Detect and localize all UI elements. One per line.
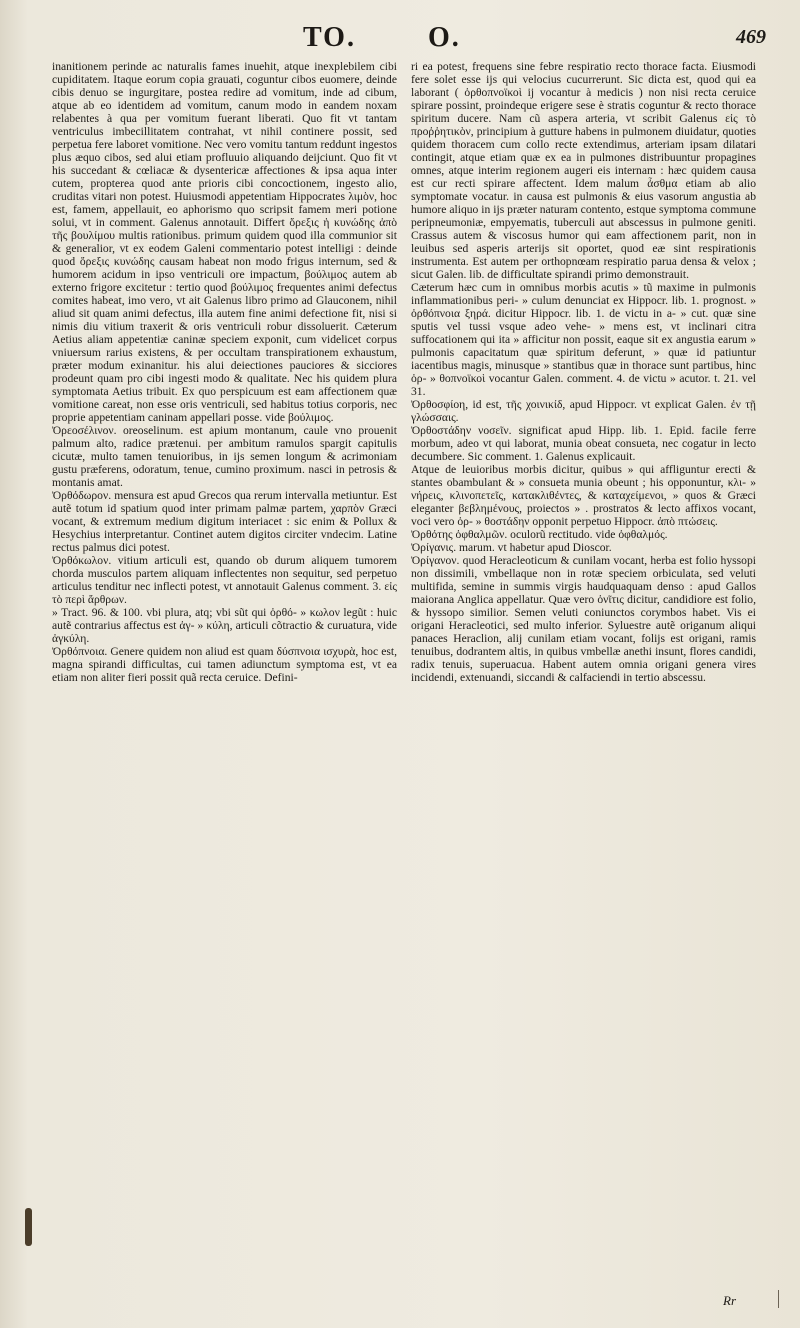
entry-orthostaden: Ὀρθοστάδην νοσεῖν. significat apud Hipp. lib. 1. Epid. facile ferre morbum, adeo vt qui laborat, munia obeat consueta, nec cogatur in lecto decumbere. Sic comment. 1. Galenus explicauit. [411,424,756,463]
left-column [52,60,397,684]
entry-orthotes: Ὀρθότης ὀφθαλμῶν. oculorũ rectitudo. vide ὀφθαλμός. [411,528,668,541]
entry-paragraph: ri ea potest, frequens sine febre respiratio recto thorace facta. Eiusmodi fere solet esse ijs qui velocius cucurrerunt. Sic dicta est, quod qui ea laborant ( ὀρθοπνοϊκοὶ ij vocantur à medicis ) non nisi recta ceruice spirare possint, proindeque erigere sese è stratis coguntur & recto thorace spiritum ducere. Nam cũ aspera arteria, vt scribit Galenus εἰς τὸ προῤῥητικὸν, principium à gutture habens in pulmonem diuidatur, quoties quidem thoracem cum collo recte extendimus, arteriam ipsam dilatari contingit, atque etiam quæ ex ea in pulmones distribuuntur propagines omnes, atque interim regionem augeri eis internam : hæc quidem causa est cur recti spirare affectent. Idem malum ἆσθμα etiam ab alio symptomate vocatur. in causa est pulmonis & eius vasorum angustia ab humore aliquo in ijs præter naturam contento, estque symptoma commune peripneumoniæ, empyematis, tuberculi aut abscessus in pulmone geniti. Crassus autem & viscosus humor qui eam affectionem parit, non in leuibus sed asperis arterijs sit oportet, quod eæ sint respirationis instrumenta. Est autem per orthopnœam respiratio parua densa & velox ; sicut Galen. lib. de difficultate spirandi primo demonstrauit. [411,60,756,281]
right-column [411,60,756,684]
entry-paragraph: inanitionem perinde ac naturalis fames inuehit, atque inexplebilem cibi cupiditatem. Itaque eorum copia grauati, coguntur cibos euomere, deinde cibis denuo se ingurgitare, postea redire ad vomitum, inde ad cibum, atque ab eo identidem ad vomitum, canum modo in eandem noxam relabentes à qua per vomitum fuerant liberati. Quo fit vt tantam ventriculus imbecillitatem contrahat, vt nihil continere possit, sed perpetua fere laboret vomitione. Nec vero vomitu tantum reddunt ingestos plus æquo cibos, sed alui etiam profluuio aliquando deijciunt. Quo fit vt his succedant & cœliacæ & dysentericæ affectiones & ipsa aqua inter cutem, propterea quod ante prioris cibi concoctionem, ingesto alio, cruditas vitari non potest. Huiusmodi appetentiam Hippocrates λιμὸν, hoc est, famem, appellauit, eo aphorismo quo scripsit famem meri potione solui, vt in comment. Galenus annotauit. Differt ὄρεξις ἡ κυνώδης ἀπὸ τῆς βουλίμου multis rationibus. primum quidem quod illa communior sit & generalior, vt ex eodem Galeni commentario potest intelligi : deinde quod ὄρεξις κυνώδης causam habeat non modo frigus internum, sed & humorem acidum in ipso ventriculi ore impactum, βούλιμος autem ab externo frigore excitetur : tertio quod βούλιμος frequentes animi defectus comites habeat, imo vero, vt ait Galenus libro primo ad Glauconem, nihil aliud sit quam animi defectus, illa autem fine animi defectione fit, nisi si nimis diu vitium traxerit & oris ventriculi robur dissoluerit. Cæterum Aetius aliam appetentiæ caninæ speciem exponit, cum videlicet corpus vniuersum rarius existens, & per occultam transpirationem exhaustum, præter modum exinanitur. his alui deiectiones pauciores & sicciores prodeunt quam pro cibi ingesti modo & qualitate. Nec his quidem plura symptomata Aetius tribuit. Ex quo perspicuum est eam affectionem quæ vomitione careat, non esse oris ventriculi, sed habitus totius corporis, nec proprie appetentiam caninam appellari posse. vide βούλιμος. [52,60,397,424]
entry-orthodoron: Ὀρθόδωρον. mensura est apud Grecos qua rerum intervalla metiuntur. Est autẽ totum id spatium quod inter primam palmæ partem, χαρπὸν Græci vocant, & extremum medium digitum interiacet : sic enim & Pollux & Hesychius interpretantur. Continet autem digitos circiter vndecim. Latine rectus palmus dici potest. [52,489,397,554]
margin-mark [778,1290,779,1308]
entry-note: Atque de leuioribus morbis dicitur, quibus » qui affliguntur erecti & stantes obambulant & » consueta munia obeunt ; his opponuntur, κλι- » νήρεις, κλινοπετεῖς, κατακλιθέντες, & καταχείμενοι, » quos & Græci eleganter βεβλημένους, proiectos » . prostratos & lecto affixos vocant, voci vero ὀρ- » θοστάδην opponit perpetuo Hippocr. ἀπὸ πτώσεις. [411,463,756,528]
entry-origanis: Ὀρίγανις. marum. vt habetur apud Dioscor. [411,541,612,554]
entry-orthokolon: Ὀρθόκωλον. vitium articuli est, quando ob durum aliquem tumorem chorda musculos partem aliquam inflectentes non sequitur, sed perpetuo articulus tenditur nec inflecti potest, vt annotauit Galenus comment. 3. εἰς τὸ περὶ ἄρθρων. [52,554,397,606]
ink-stain [25,1208,32,1246]
entry-orthopnoia: Ὀρθόπνοια. Genere quidem non aliud est quam δύσπνοια ισχυρὰ, hoc est, magna spirandi difficultas, cui tamen adiunctum symptoma est, vt ea etiam non aliter fieri possit quã recta ceruice. Defini- [52,645,397,684]
running-header [0,22,800,62]
entry-origanon: Ὀρίγανον. quod Heracleoticum & cunilam vocant, herba est folio hyssopi non dissimili, vmbellaque non in rotæ speciem orbiculata, sed veluti multifida, semine in summis virgis haudquaquam denso : apud Gallos maiorana Anglica appellatur. Quæ vero ὀνῖτις dicitur, candidiore est folio, & hyssopo similior. Semen veluti coniunctos corymbos habet. Vis ei origani Heracleotici, sed multo inferior. Syluestre autẽ origanum aliqui panaces Heraclion, alij cunilam etiam vocant, folijs est origani, ramis tenuibus, dodrantem altis, in quibus vmbellæ anethi insunt, flores candidi, radix tenuis, superuacua. Habent autem omnia origani genera vires incidendi, extenuandi, siccandi & calfaciendi in tertio abscessu. [411,554,756,684]
header-left-word: TO. [303,22,356,53]
entry-note: » Tract. 96. & 100. vbi plura, atq; vbi sũt qui ὀρθό- » κωλον legũt : huic autẽ contrarius affectus est ἀγ- » κύλη, articuli cõtractio & curuatura, vide ἀγκύλη. [52,606,397,645]
entry-note: Cæterum hæc cum in omnibus morbis acutis » tũ maxime in pulmonis inflammationibus peri- » culum denunciat ex Hippocr. lib. 1. prognost. » ὀρθόπνοια ξηρά. dicitur Hippocr. lib. 1. de victu in a- » cut. quæ sine sputis vel tussi vsque adeo vehe- » mens est, vt inclinari citra suffocationem qui ita » afficitur non possit, eaque sit ex angustia earum » pulmonis capacitatum quæ spiritum deferunt, » quæ id patiuntur iacentibus magis, minusque » stantibus quæ in thorace sunt partibus, hinc ὀρ- » θοπνοϊκοὶ vocantur Galen. comment. 4. de victu » acutor. t. 21. vel 31. [411,281,756,398]
catchword: Rr [723,1293,736,1308]
header-right-word: Ο. [428,22,461,53]
entry-orthosphion: Ὀρθοσφίοη, id est, τῆς χοινικίδ, apud Hippocr. vt explicat Galen. ἐν τῇ γλώσσαις. [411,398,756,424]
entry-oreoselinon: Ὀρεοσέλινον. oreoselinum. est apium montanum, caule vno prouenit palmum alto, radice prætenui. per ambitum ramulos spargit capitulis cicutæ, multo tamen tenuioribus, in ijs semen longum & acrimoniam gustu præferens, odoratum, tenue, cumino proximum. nasci in petrosis & montanis amat. [52,424,397,489]
page-number: 469 [736,26,766,48]
